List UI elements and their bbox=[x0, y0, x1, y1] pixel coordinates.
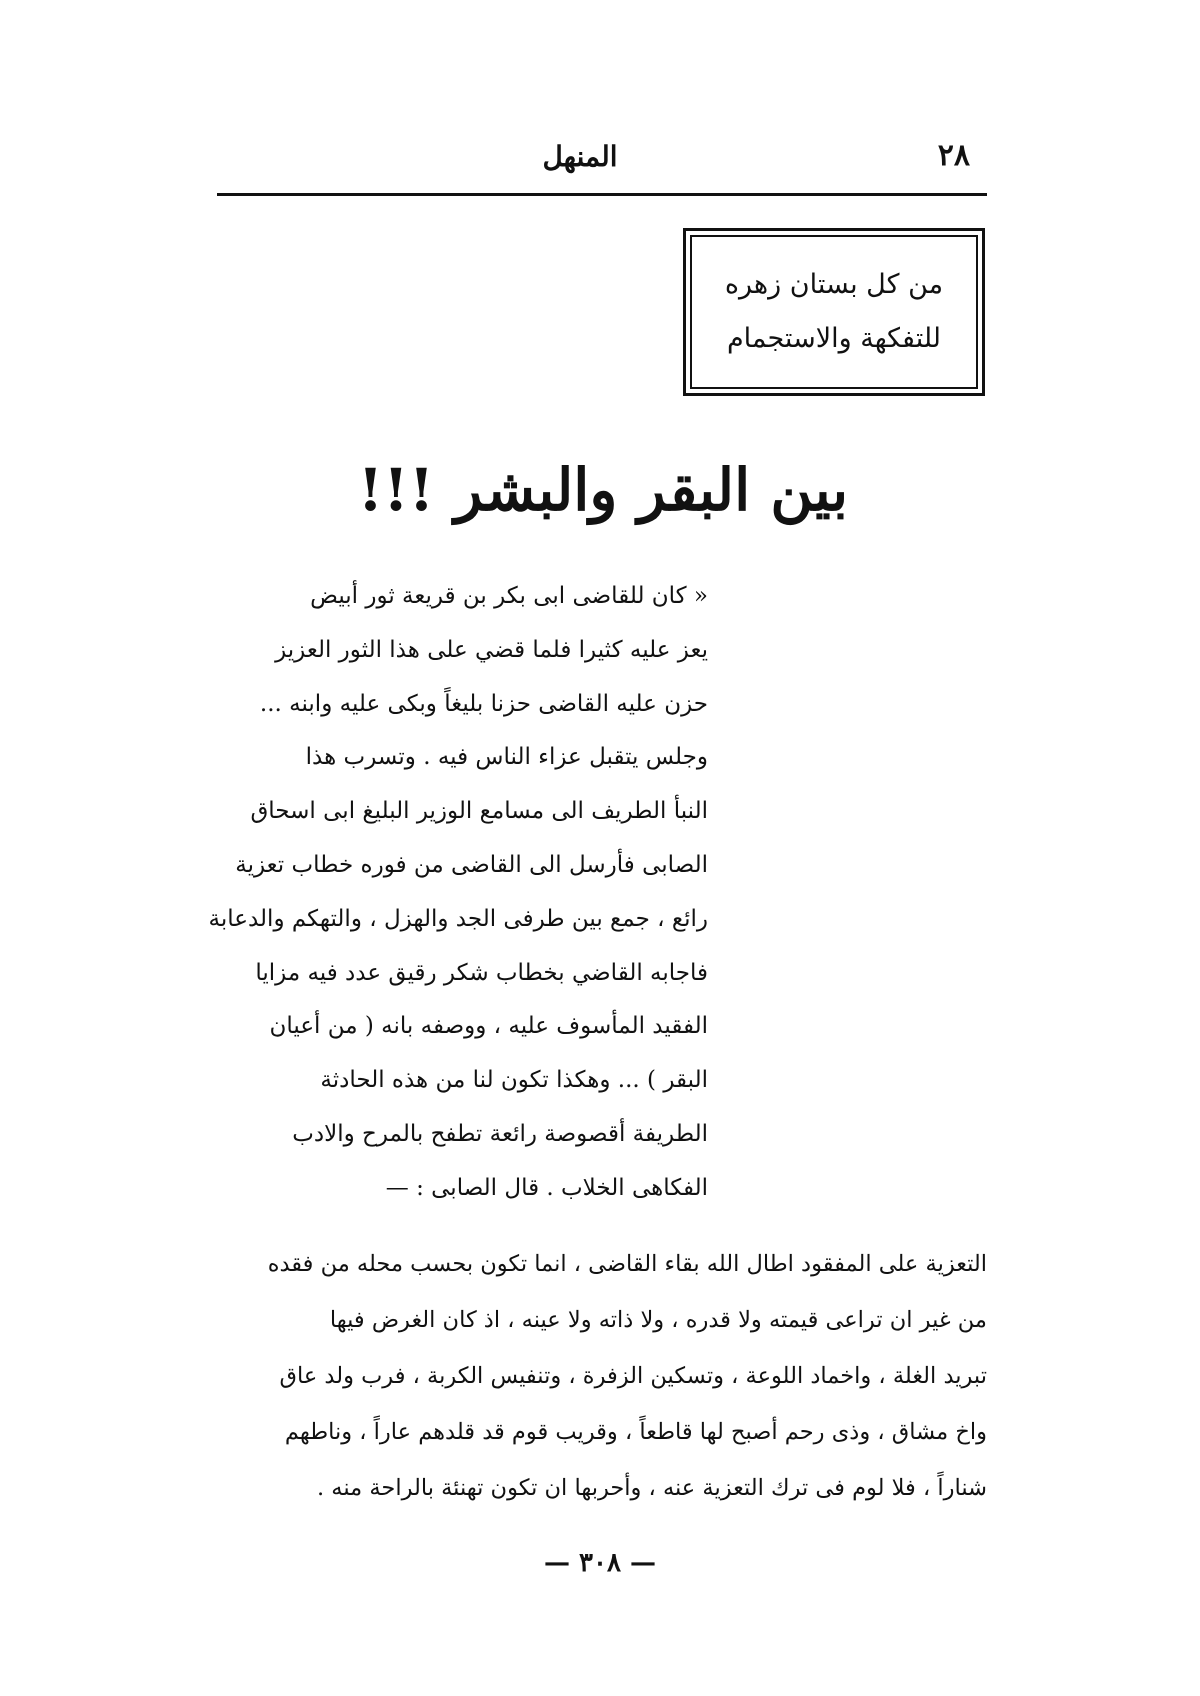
quote-line: التعزية على المفقود اطال الله بقاء القاضى ، انما تكون بحسب محله من فقده bbox=[267, 1251, 987, 1277]
intro-line: الطريفة أقصوصة رائعة تطفح بالمرح والادب bbox=[292, 1120, 708, 1147]
letter-quote-paragraph bbox=[217, 1236, 987, 1516]
intro-line: الفكاهى الخلاب . قال الصابى : — bbox=[385, 1174, 708, 1201]
header-rule bbox=[217, 193, 987, 196]
intro-line: يعز عليه كثيرا فلما قضي على هذا الثور العزيز bbox=[275, 636, 708, 663]
intro-paragraph bbox=[208, 570, 708, 1216]
intro-line: وجلس يتقبل عزاء الناس فيه . وتسرب هذا bbox=[305, 744, 708, 771]
intro-line: النبأ الطريف الى مسامع الوزير البليغ ابى اسحاق bbox=[250, 798, 708, 825]
section-heading-line-1: من كل بستان زهره bbox=[724, 269, 944, 300]
folio-number: — ٣٠٨ — bbox=[543, 1548, 657, 1578]
page-number: ٢٨ bbox=[937, 138, 970, 173]
quote-line: شناراً ، فلا لوم فى ترك التعزية عنه ، وأحربها ان تكون تهنئة بالراحة منه . bbox=[317, 1475, 987, 1501]
intro-line: الفقيد المأسوف عليه ، ووصفه بانه ( من أعيان bbox=[269, 1013, 708, 1040]
quote-line: واخ مشاق ، وذى رحم أصبح لها قاطعاً ، وقريب قوم قد قلدهم عاراً ، وناطهم bbox=[284, 1419, 987, 1445]
section-heading-inner bbox=[690, 235, 978, 389]
running-title: المنهل bbox=[542, 140, 618, 173]
intro-line: البقر ) ... وهكذا تكون لنا من هذه الحادثة bbox=[320, 1067, 708, 1094]
intro-line: الصابى فأرسل الى القاضى من فوره خطاب تعزية bbox=[235, 851, 708, 878]
section-heading-box bbox=[683, 228, 985, 396]
intro-line: رائع ، جمع بين طرفى الجد والهزل ، والتهكم والدعابة bbox=[208, 905, 708, 932]
article-title: بين البقر والبشر !!! bbox=[357, 456, 849, 524]
intro-line: « كان للقاضى ابى بكر بن قريعة ثور أبيض bbox=[310, 583, 708, 609]
intro-line: حزن عليه القاضى حزنا بليغاً وبكى عليه وابنه ... bbox=[259, 690, 708, 717]
quote-line: من غير ان تراعى قيمته ولا قدره ، ولا ذاته ولا عينه ، اذ كان الغرض فيها bbox=[329, 1307, 987, 1333]
section-heading-line-2: للتفكهة والاستجمام bbox=[726, 323, 942, 354]
quote-line: تبريد الغلة ، واخماد اللوعة ، وتسكين الزفرة ، وتنفيس الكربة ، فرب ولد عاق bbox=[279, 1363, 987, 1389]
intro-line: فاجابه القاضي بخطاب شكر رقيق عدد فيه مزايا bbox=[255, 959, 708, 986]
